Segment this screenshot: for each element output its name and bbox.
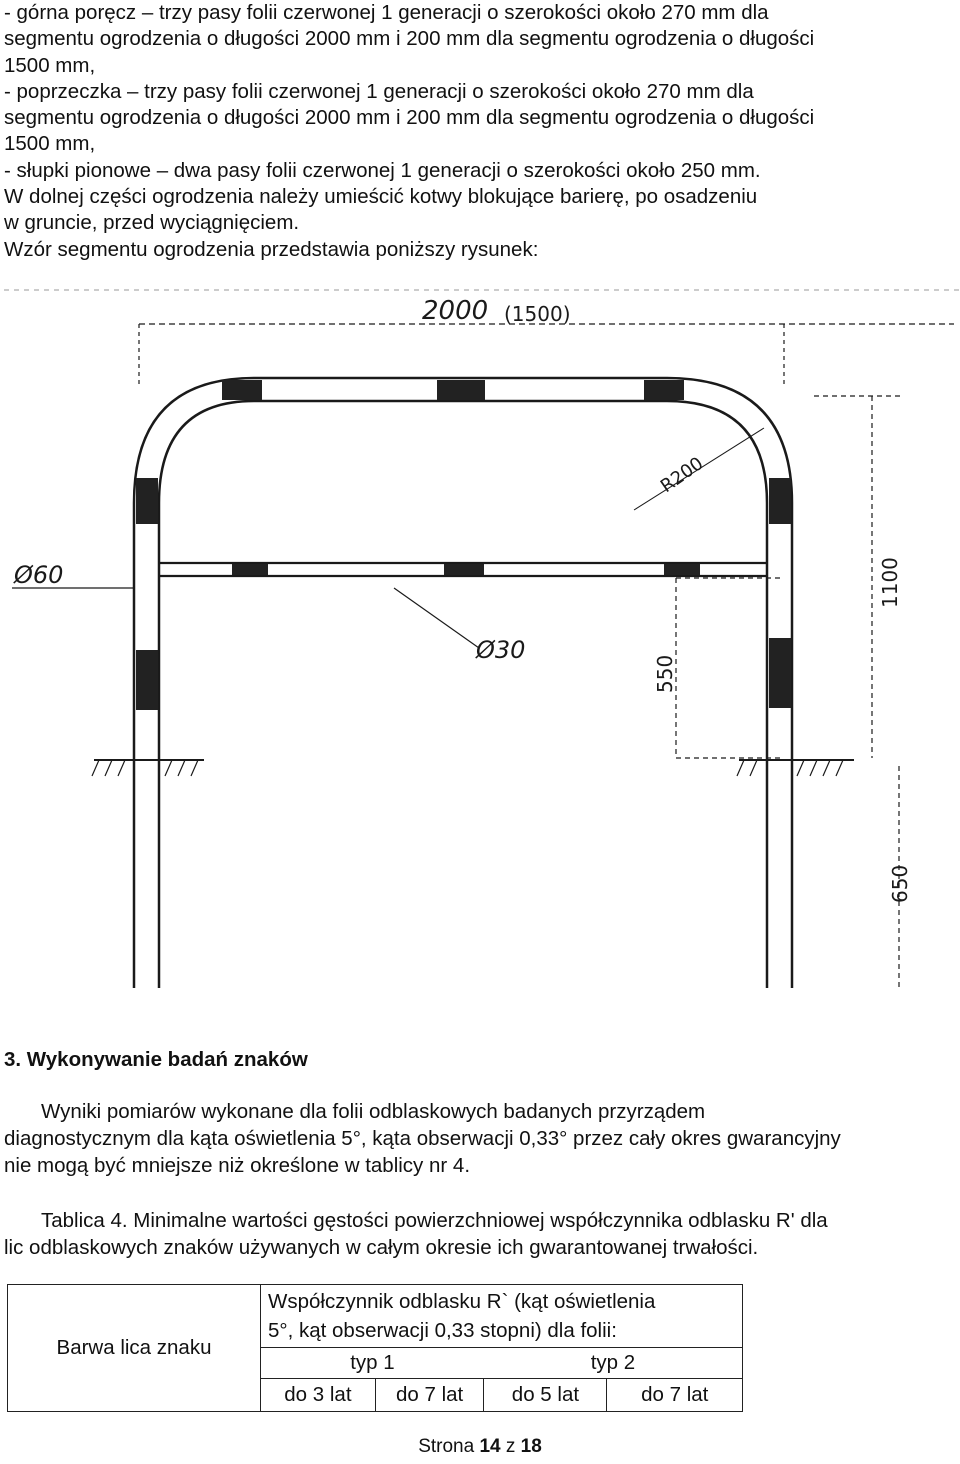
reflectance-table — [7, 1284, 743, 1412]
radius-leader — [634, 428, 764, 510]
text-line: Wzór segmentu ogrodzenia przedstawia poniższy rysunek: — [4, 237, 539, 261]
text-line: Wyniki pomiarów wykonane dla folii odblaskowych badanych przyrządem — [41, 1100, 706, 1123]
dim-crossbar-label: 550 — [653, 654, 677, 693]
table-sub-cell: do 5 lat — [484, 1379, 607, 1412]
dim-radius-label: R200 — [656, 453, 708, 498]
text-line: nie mogą być mniejsze niż określone w tablicy nr 4. — [4, 1154, 471, 1177]
text-line: - poprzeczka – trzy pasy folii czerwonej 1 generacji o szerokości około 270 mm dla — [4, 79, 754, 103]
dim-tube-cross-label: Ø30 — [476, 636, 526, 664]
foil-stripe — [769, 638, 791, 708]
foil-stripe — [664, 564, 700, 575]
table-typ-cell: typ 2 — [484, 1348, 743, 1379]
foil-stripe — [644, 380, 684, 400]
dim-ground-label: 650 — [888, 864, 912, 903]
footer-total-pages: 18 — [520, 1436, 542, 1457]
foil-stripe — [136, 478, 158, 524]
table-group-header — [261, 1285, 743, 1348]
text-line: W dolnej części ogrodzenia należy umieścić kotwy blokujące barierę, po osadzeniu — [4, 185, 758, 209]
foil-stripe — [222, 380, 262, 400]
footer-prefix: Strona — [418, 1436, 475, 1457]
dim-tube-main-label: Ø60 — [14, 561, 64, 589]
leader-line — [394, 588, 479, 648]
text-line: lic odblaskowych znaków używanych w całym okresie ich gwarantowanej trwałości. — [4, 1236, 759, 1259]
dim-width-label: 2000 — [422, 296, 489, 326]
text-line: 1500 mm, — [4, 53, 96, 77]
table-header-line: 5°, kąt obserwacji 0,33 stopni) dla folii: — [268, 1319, 617, 1342]
section-heading: 3. Wykonywanie badań znaków — [4, 1048, 308, 1071]
table-typ-cell: typ 1 — [261, 1348, 484, 1379]
text-line: - słupki pionowe – dwa pasy folii czerwonej 1 generacji o szerokości około 250 mm. — [4, 158, 761, 182]
text-line: diagnostycznym dla kąta oświetlenia 5°, kąta obserwacji 0,33° przez cały okres gwarancyjny — [4, 1127, 841, 1150]
foil-stripe — [769, 478, 791, 524]
footer-sep: z — [505, 1436, 516, 1457]
text-line: 1500 mm, — [4, 132, 96, 156]
foil-stripe — [232, 564, 268, 575]
text-line: - górna poręcz – trzy pasy folii czerwonej 1 generacji o szerokości około 270 mm dla — [4, 1, 769, 24]
text-line: w gruncie, przed wyciągnięciem. — [4, 211, 300, 235]
table-sub-cell: do 3 lat — [261, 1379, 376, 1412]
foil-stripe — [444, 564, 484, 575]
table-caption — [4, 1207, 960, 1261]
footer-page-number: 14 — [479, 1436, 501, 1457]
foil-stripe — [437, 380, 485, 400]
table-sub-cell: do 7 lat — [607, 1379, 743, 1412]
fence-drawing-svg — [4, 288, 960, 1028]
dim-width-alt-label: (1500) — [504, 302, 571, 326]
table-header-line: Współczynnik odblasku R` (kąt oświetlenia — [268, 1290, 656, 1313]
table-header-cell: Barwa lica znaku — [8, 1285, 261, 1412]
text-line: Tablica 4. Minimalne wartości gęstości powierzchniowej współczynnika odblasku R' dla — [41, 1209, 828, 1232]
page-footer — [0, 1436, 960, 1458]
intro-text — [4, 0, 956, 263]
results-paragraph — [4, 1098, 960, 1179]
table-sub-cell: do 7 lat — [375, 1379, 484, 1412]
dim-height-label: 1100 — [878, 557, 902, 608]
foil-stripe — [136, 650, 158, 710]
fence-drawing — [4, 288, 960, 1028]
ground-hatch — [92, 760, 843, 776]
text-line: segmentu ogrodzenia o długości 2000 mm i 200 mm dla segmentu ogrodzenia o długości — [4, 27, 815, 51]
text-line: segmentu ogrodzenia o długości 2000 mm i 200 mm dla segmentu ogrodzenia o długości — [4, 106, 815, 130]
